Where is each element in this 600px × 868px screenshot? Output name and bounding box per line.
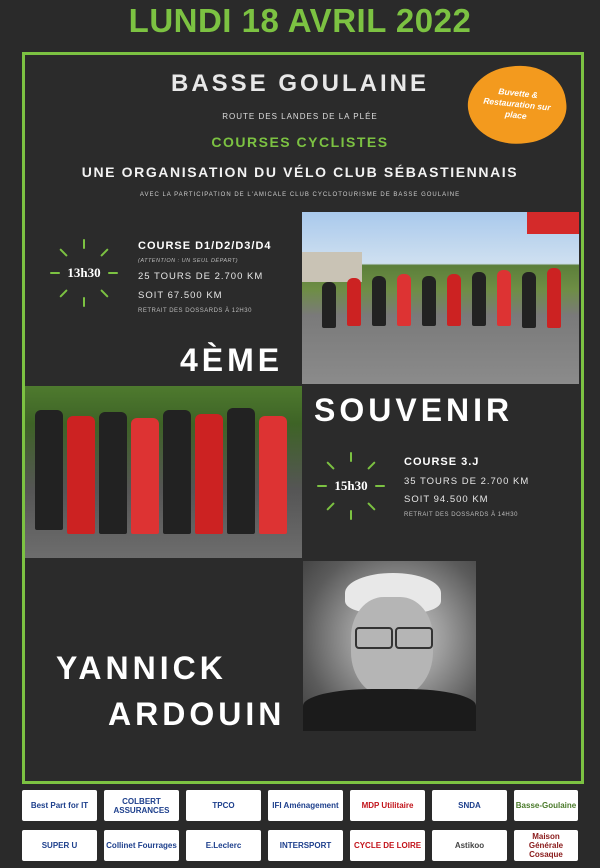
event-type: COURSES CYCLISTES: [211, 134, 389, 150]
sponsor-logo: MDP Utilitaire: [350, 790, 425, 821]
race2-bibs: RETRAIT DES DOSSARDS À 14H30: [404, 512, 518, 518]
sponsor-logo: COLBERT ASSURANCES: [104, 790, 179, 821]
event-place: BASSE GOULAINE: [170, 70, 430, 97]
event-participation: AVEC LA PARTICIPATION DE L'AMICALE CLUB CYCLOTOURISME DE BASSE GOULAINE: [139, 192, 461, 198]
sponsor-logo: IFI Aménagement: [268, 790, 343, 821]
race2-title: COURSE 3.J: [404, 456, 480, 468]
event-organisation: UNE ORGANISATION DU VÉLO CLUB SÉBASTIENNAIS: [81, 164, 519, 180]
sponsor-logo: SNDA: [432, 790, 507, 821]
race2-time: 15h30: [334, 478, 368, 493]
race1-title: COURSE D1/D2/D3/D4: [138, 240, 272, 252]
clock-icon: [316, 451, 386, 521]
sponsor-logo: Astikoo: [432, 830, 507, 861]
souvenir-text: SOUVENIR: [314, 392, 514, 428]
race1-laps: 25 TOURS DE 2.700 KM: [138, 271, 264, 282]
portrait-photo: [303, 561, 476, 731]
race1-bibs: RETRAIT DES DOSSARDS À 12H30: [138, 308, 252, 314]
riders-photo: [25, 386, 302, 558]
edition-text: 4ÈME: [180, 342, 284, 378]
sponsor-logo: Maison Générale Cosaque: [514, 830, 578, 861]
sponsor-logo: Collinet Fourrages: [104, 830, 179, 861]
clock-icon: [49, 238, 119, 308]
race1-total: SOIT 67.500 KM: [138, 290, 223, 301]
event-route: ROUTE DES LANDES DE LA PLÉE: [222, 112, 378, 121]
race1-time: 13h30: [67, 265, 101, 280]
sponsor-logo: TPCO: [186, 790, 261, 821]
first-name: YANNICK: [56, 650, 227, 686]
sponsor-logo: Best Part for IT: [22, 790, 97, 821]
badge-text: Buvette & Restauration sur place: [482, 86, 552, 122]
peloton-photo: [302, 212, 579, 384]
event-date: LUNDI 18 AVRIL 2022: [128, 2, 472, 39]
race2-laps: 35 TOURS DE 2.700 KM: [404, 476, 530, 487]
sponsor-logo: CYCLE DE LOIRE: [350, 830, 425, 861]
sponsor-logo: INTERSPORT: [268, 830, 343, 861]
sponsor-logo: E.Leclerc: [186, 830, 261, 861]
race2-total: SOIT 94.500 KM: [404, 494, 489, 505]
race1-note: (ATTENTION : UN SEUL DÉPART): [138, 258, 239, 264]
last-name: ARDOUIN: [108, 696, 286, 732]
sponsor-logo: SUPER U: [22, 830, 97, 861]
sponsor-logo: Basse-Goulaine: [514, 790, 578, 821]
